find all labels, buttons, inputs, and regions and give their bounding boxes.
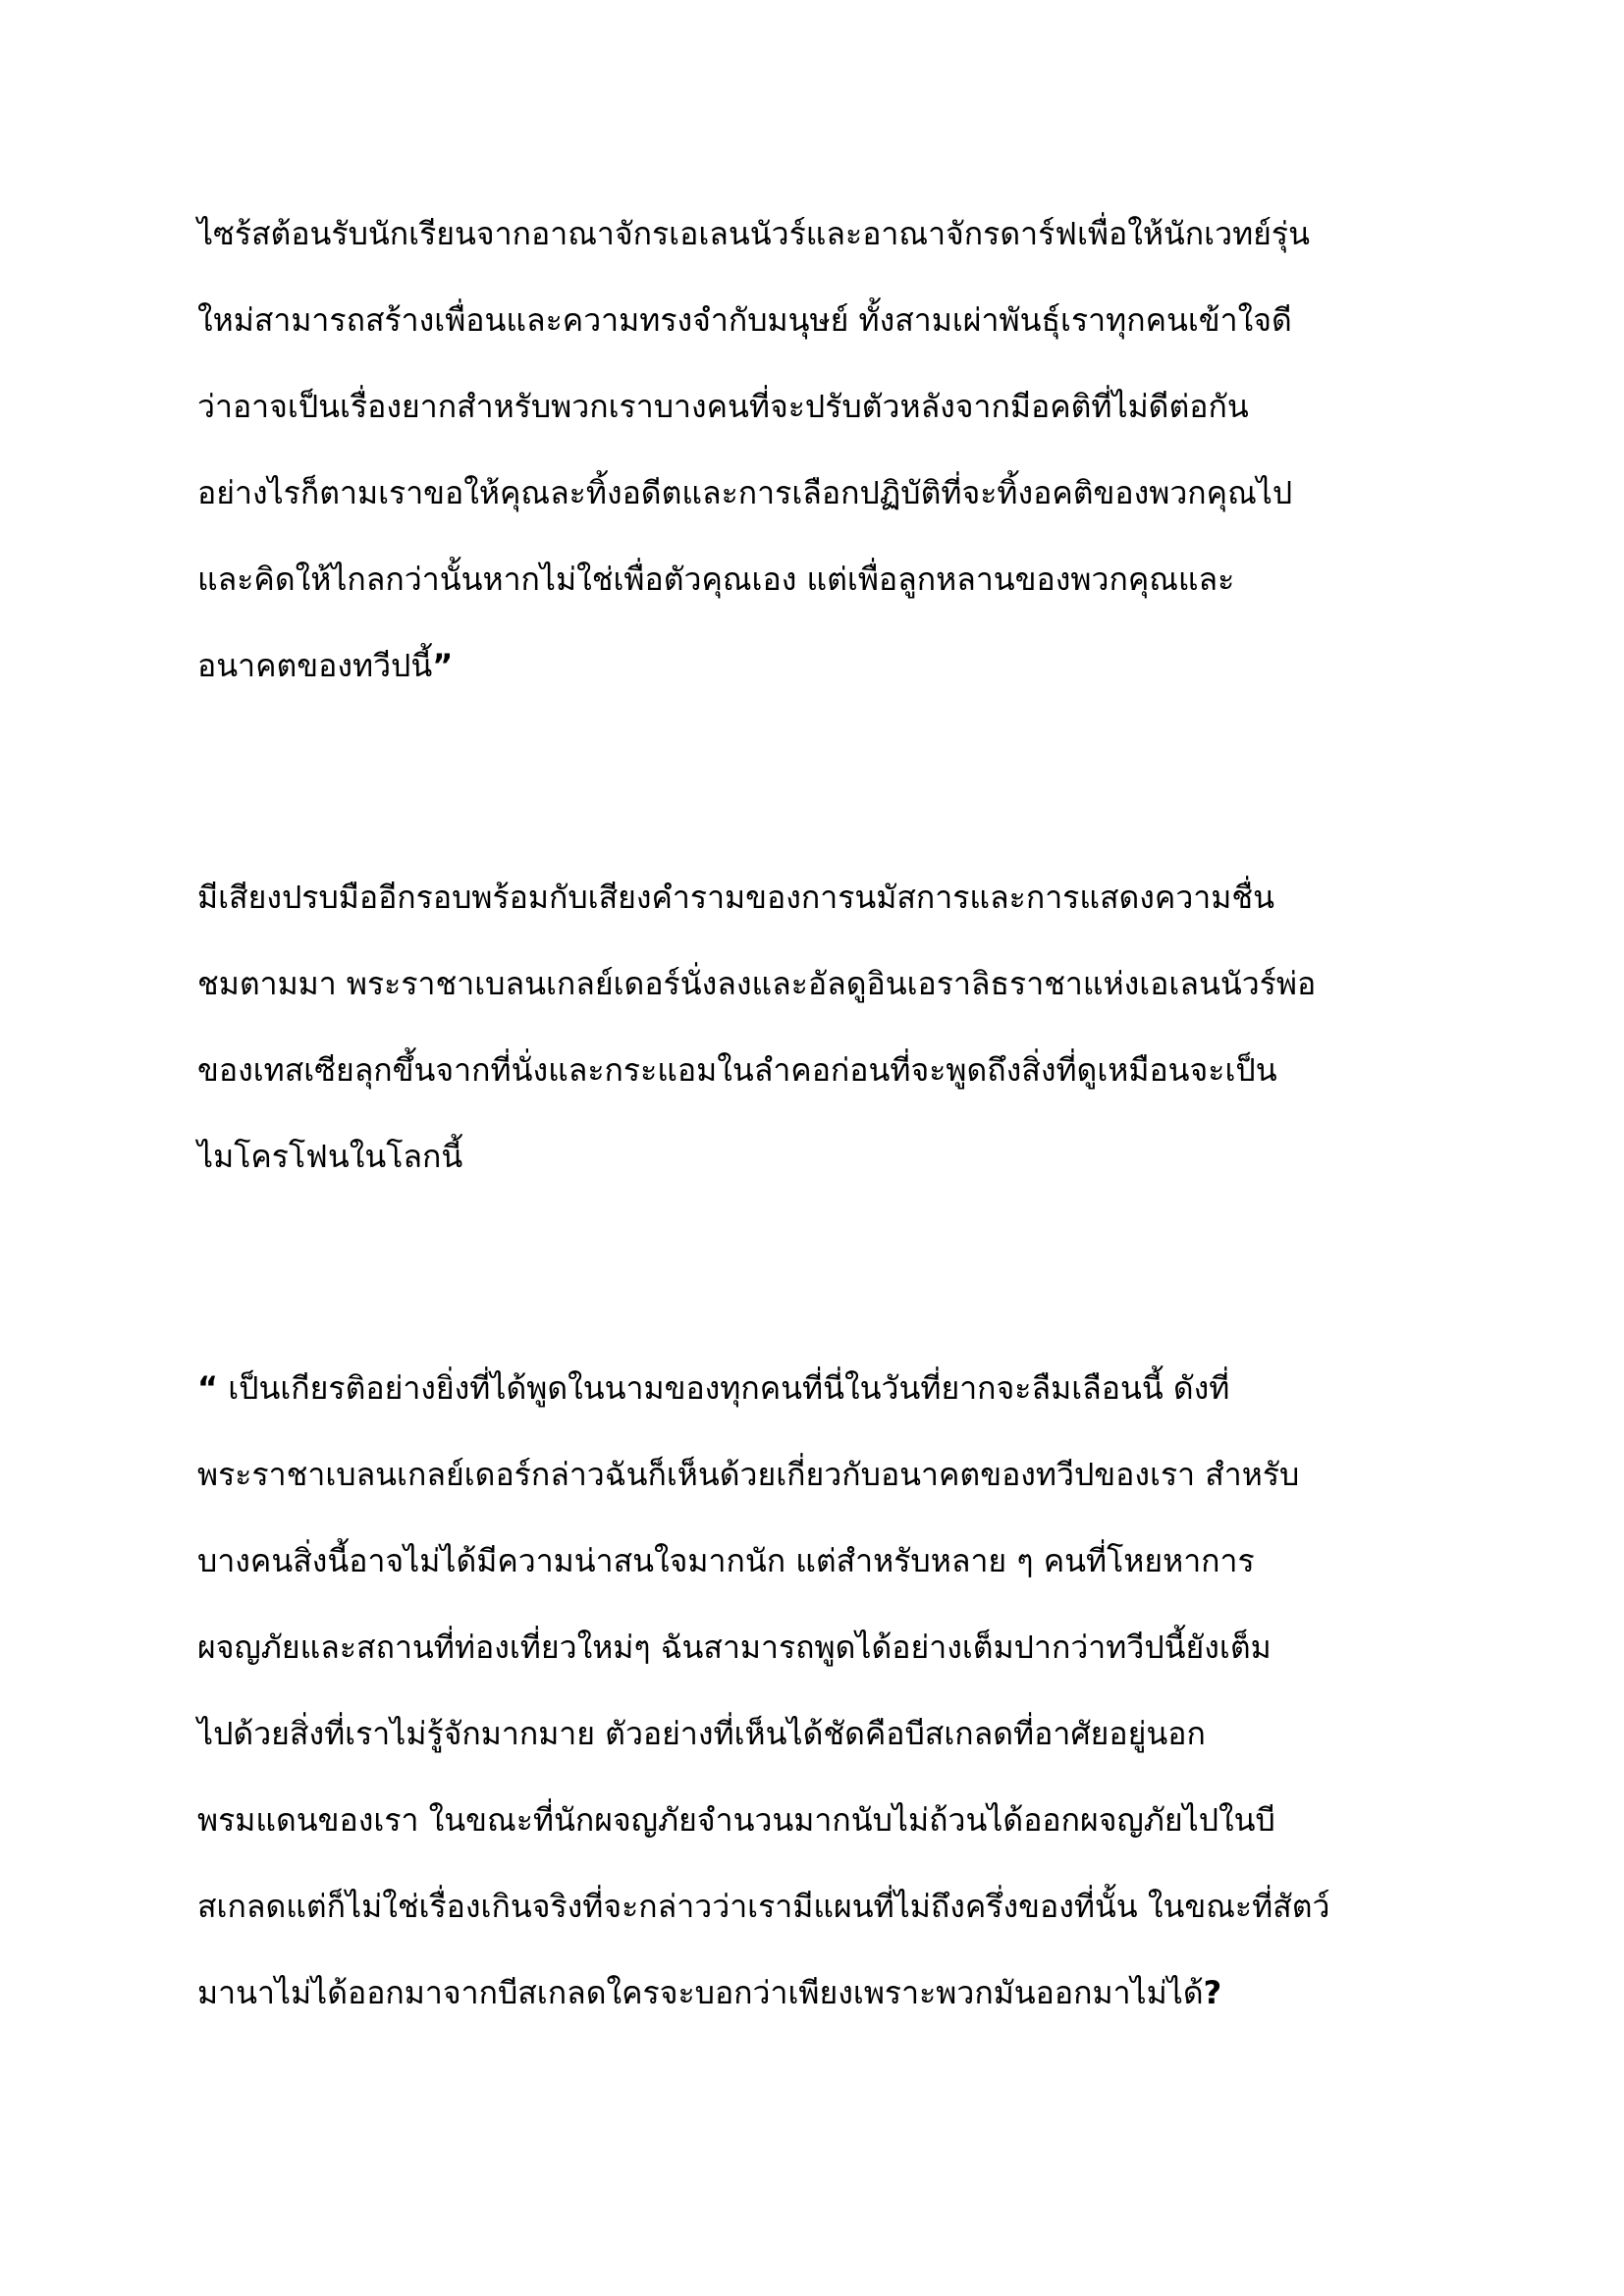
closing-quote-mark: ” — [432, 647, 454, 684]
paragraph-2-line-3: ของเทสเซียลุกขึ้นจากที่นั่งและกระแอมในลำคอก่อนที่จะพูดถึงสิ่งที่ดูเหมือนจะเป็น — [197, 1051, 1277, 1089]
paragraph-1-line-3: ว่าอาจเป็นเรื่องยากสำหรับพวกเราบางคนที่จะปรับตัวหลังจากมีอคติที่ไม่ดีต่อกัน — [197, 388, 1249, 425]
opening-quote-mark: “ — [197, 1369, 219, 1407]
paragraph-3-line-8-text: มานาไม่ได้ออกมาจากบีสเกลดใครจะบอกว่าเพียงเพราะพวกมันออกมาไม่ได้ — [197, 1974, 1204, 2011]
paragraph-1-line-6 — [197, 647, 454, 684]
closing-question-mark: ? — [1203, 1974, 1222, 2011]
paragraph-3-line-8 — [197, 1974, 1222, 2011]
paragraph-2-line-2: ชมตามมา พระราชาเบลนเกลย์เดอร์นั่งลงและอัลดูอินเอราลิธราชาแห่งเอเลนนัวร์พ่อ — [197, 965, 1317, 1002]
paragraph-3-line-3: บางคนสิ่งนี้อาจไม่ได้มีความน่าสนใจมากนัก แต่สำหรับหลาย ๆ คนที่โหยหาการ — [197, 1542, 1255, 1579]
paragraph-1-line-4: อย่างไรก็ตามเราขอให้คุณละทิ้งอดีตและการเลือกปฏิบัติที่จะทิ้งอคติของพวกคุณไป — [197, 474, 1293, 511]
paragraph-1-line-1: ไซร้สต้อนรับนักเรียนจากอาณาจักรเอเลนนัวร์และอาณาจักรดาร์ฟเพื่อให้นักเวทย์รุ่น — [197, 215, 1310, 252]
paragraph-2-line-1: มีเสียงปรบมืออีกรอบพร้อมกับเสียงคำรามของการนมัสการและการแสดงความชื่น — [197, 879, 1274, 916]
paragraph-3-line-2: พระราชาเบลนเกลย์เดอร์กล่าวฉันก็เห็นด้วยเกี่ยวกับอนาคตของทวีปของเรา สำหรับ — [197, 1456, 1300, 1493]
paragraph-3-line-1-text: เป็นเกียรติอย่างยิ่งที่ได้พูดในนามของทุกคนที่นี่ในวันที่ยากจะลืมเลือนนี้ ดังที่ — [218, 1369, 1230, 1407]
paragraph-3-line-6: พรมแดนของเรา ในขณะที่นักผจญภัยจำนวนมากนับไม่ถ้วนได้ออกผจญภัยไปในบี — [197, 1801, 1275, 1839]
paragraph-3-line-5: ไปด้วยสิ่งที่เราไม่รู้จักมากมาย ตัวอย่างที่เห็นได้ชัดคือบีสเกลดที่อาศัยอยู่นอก — [197, 1715, 1206, 1752]
paragraph-3-line-4: ผจญภัยและสถานที่ท่องเที่ยวใหม่ๆ ฉันสามารถพูดได้อย่างเต็มปากว่าทวีปนี้ยังเต็ม — [197, 1629, 1272, 1666]
paragraph-1-line-2: ใหม่สามารถสร้างเพื่อนและความทรงจำกับมนุษย์ ทั้งสามเผ่าพันธุ์เราทุกคนเข้าใจดี — [197, 301, 1292, 339]
paragraph-3-line-7: สเกลดแต่ก็ไม่ใช่เรื่องเกินจริงที่จะกล่าวว่าเรามีแผนที่ไม่ถึงครึ่งของที่นั้น ในขณะที่สัตว์ — [197, 1888, 1330, 1925]
paragraph-3-line-1 — [197, 1369, 1230, 1407]
paragraph-2-line-4: ไมโครโฟนในโลกนี้ — [197, 1138, 463, 1175]
paragraph-1-line-5: และคิดให้ไกลกว่านั้นหากไม่ใช่เพื่อตัวคุณเอง แต่เพื่อลูกหลานของพวกคุณและ — [197, 561, 1235, 598]
paragraph-1-line-6-text: อนาคตของทวีปนี้ — [197, 647, 433, 684]
